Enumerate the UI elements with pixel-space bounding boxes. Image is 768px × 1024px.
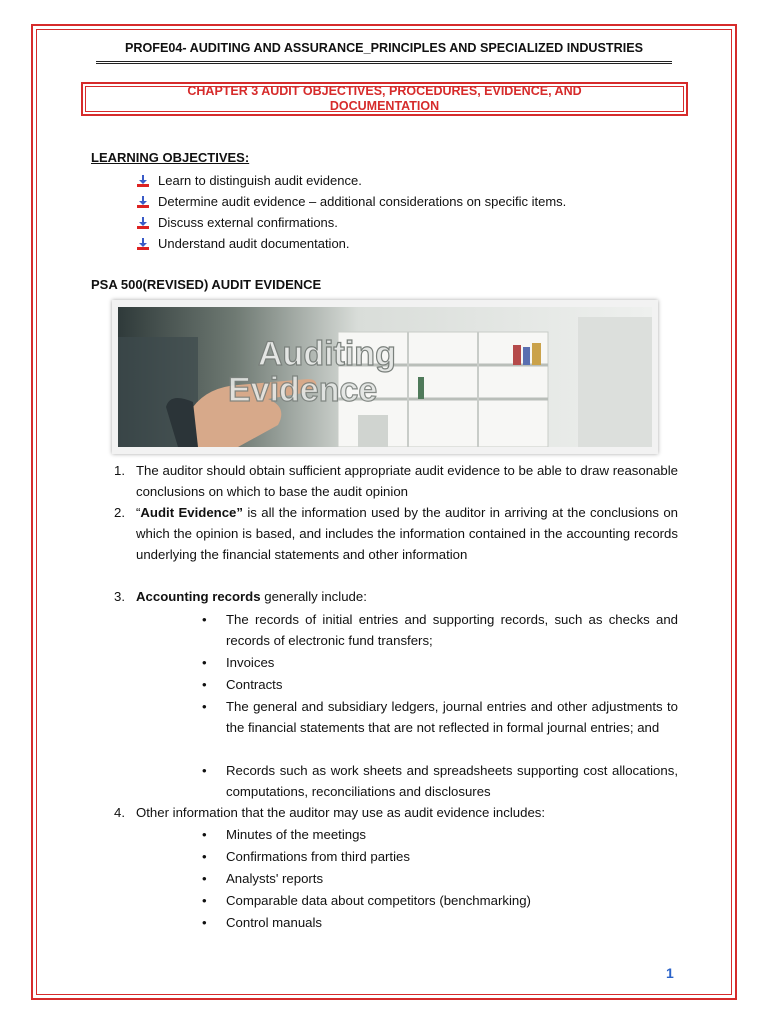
bold-term: Audit Evidence” — [140, 505, 243, 520]
down-arrow-icon — [137, 238, 149, 250]
down-arrow-icon — [137, 196, 149, 208]
bullet-icon: • — [202, 849, 207, 864]
bullet-text: The records of initial entries and supporting records, such as checks and records of electronic fund transfers; — [226, 612, 678, 648]
item-text — [136, 586, 678, 607]
chapter-title: CHAPTER 3 AUDIT OBJECTIVES, PROCEDURES, EVIDENCE, AND DOCUMENTATION — [187, 84, 582, 113]
bullet-icon: • — [202, 699, 207, 714]
objective-item — [137, 191, 566, 212]
item-number: 2. — [114, 505, 125, 520]
accounting-records-item — [202, 609, 678, 651]
other-info-item — [202, 912, 678, 933]
down-arrow-icon — [137, 217, 149, 229]
bullet-text: Comparable data about competitors (benchmarking) — [226, 893, 531, 908]
bullet-icon: • — [202, 677, 207, 692]
bullet-icon: • — [202, 915, 207, 930]
numbered-item-2 — [114, 502, 678, 565]
objective-item — [137, 212, 566, 233]
learning-objectives-list — [137, 170, 566, 254]
accounting-records-item — [202, 696, 678, 738]
bullet-text: Invoices — [226, 655, 275, 670]
item-number: 1. — [114, 463, 125, 478]
open-quote: “ — [136, 505, 141, 520]
page-number: 1 — [666, 965, 674, 981]
accounting-records-item — [202, 652, 678, 673]
item-number: 3. — [114, 589, 125, 604]
bullet-text: The general and subsidiary ledgers, journal entries and other adjustments to the financial statements that are not reflected in formal journal entries; and — [226, 699, 678, 735]
numbered-item-1 — [114, 460, 678, 502]
item-rest: is all the information used by the auditor in arriving at the conclusions on which the opinion is based, and includes the information contained in the accounting records underlying the financial statements and other information — [136, 505, 678, 562]
numbered-item-3 — [114, 586, 678, 607]
photo-overlay-line1: Auditing — [258, 335, 396, 373]
objective-text: Learn to distinguish audit evidence. — [158, 173, 362, 188]
objective-item — [137, 170, 566, 191]
item-rest: generally include: — [260, 589, 367, 604]
learning-objectives-title: LEARNING OBJECTIVES: — [91, 150, 250, 165]
bullet-text: Records such as work sheets and spreadsheets supporting cost allocations, computations, reconciliations and disclosures — [226, 763, 678, 799]
other-info-item — [202, 846, 678, 867]
bullet-icon: • — [202, 612, 207, 627]
down-arrow-icon — [137, 175, 149, 187]
course-header: PROFE04- AUDITING AND ASSURANCE_PRINCIPLES AND SPECIALIZED INDUSTRIES — [96, 41, 672, 64]
other-info-item — [202, 868, 678, 889]
bullet-text: Analysts' reports — [226, 871, 324, 886]
auditing-evidence-photo — [112, 300, 658, 454]
chapter-title-box — [81, 82, 688, 116]
other-info-item — [202, 890, 678, 911]
bullet-icon: • — [202, 655, 207, 670]
psa-section-title: PSA 500(REVISED) AUDIT EVIDENCE — [91, 277, 322, 292]
bullet-icon: • — [202, 763, 207, 778]
accounting-records-item — [202, 760, 678, 802]
objective-text: Determine audit evidence – additional considerations on specific items. — [158, 194, 567, 209]
item-number: 4. — [114, 805, 125, 820]
auditing-evidence-illustration — [118, 307, 652, 447]
item-text: Other information that the auditor may use as audit evidence includes: — [136, 805, 546, 820]
accounting-records-item — [202, 674, 678, 695]
item-text — [136, 502, 678, 565]
bullet-text: Minutes of the meetings — [226, 827, 367, 842]
item-text: The auditor should obtain sufficient appropriate audit evidence to be able to draw reasonable conclusions on which to base the audit opinion — [136, 463, 678, 499]
bullet-text: Confirmations from third parties — [226, 849, 410, 864]
objective-text: Discuss external confirmations. — [158, 215, 338, 230]
bullet-icon: • — [202, 827, 207, 842]
objective-text: Understand audit documentation. — [158, 236, 350, 251]
bullet-icon: • — [202, 893, 207, 908]
photo-overlay-line2: Evidence — [228, 371, 378, 409]
bullet-icon: • — [202, 871, 207, 886]
bullet-text: Control manuals — [226, 915, 323, 930]
objective-item — [137, 233, 566, 254]
bullet-text: Contracts — [226, 677, 283, 692]
bold-term: Accounting records — [136, 589, 261, 604]
numbered-item-4 — [114, 802, 678, 823]
other-info-item — [202, 824, 678, 845]
